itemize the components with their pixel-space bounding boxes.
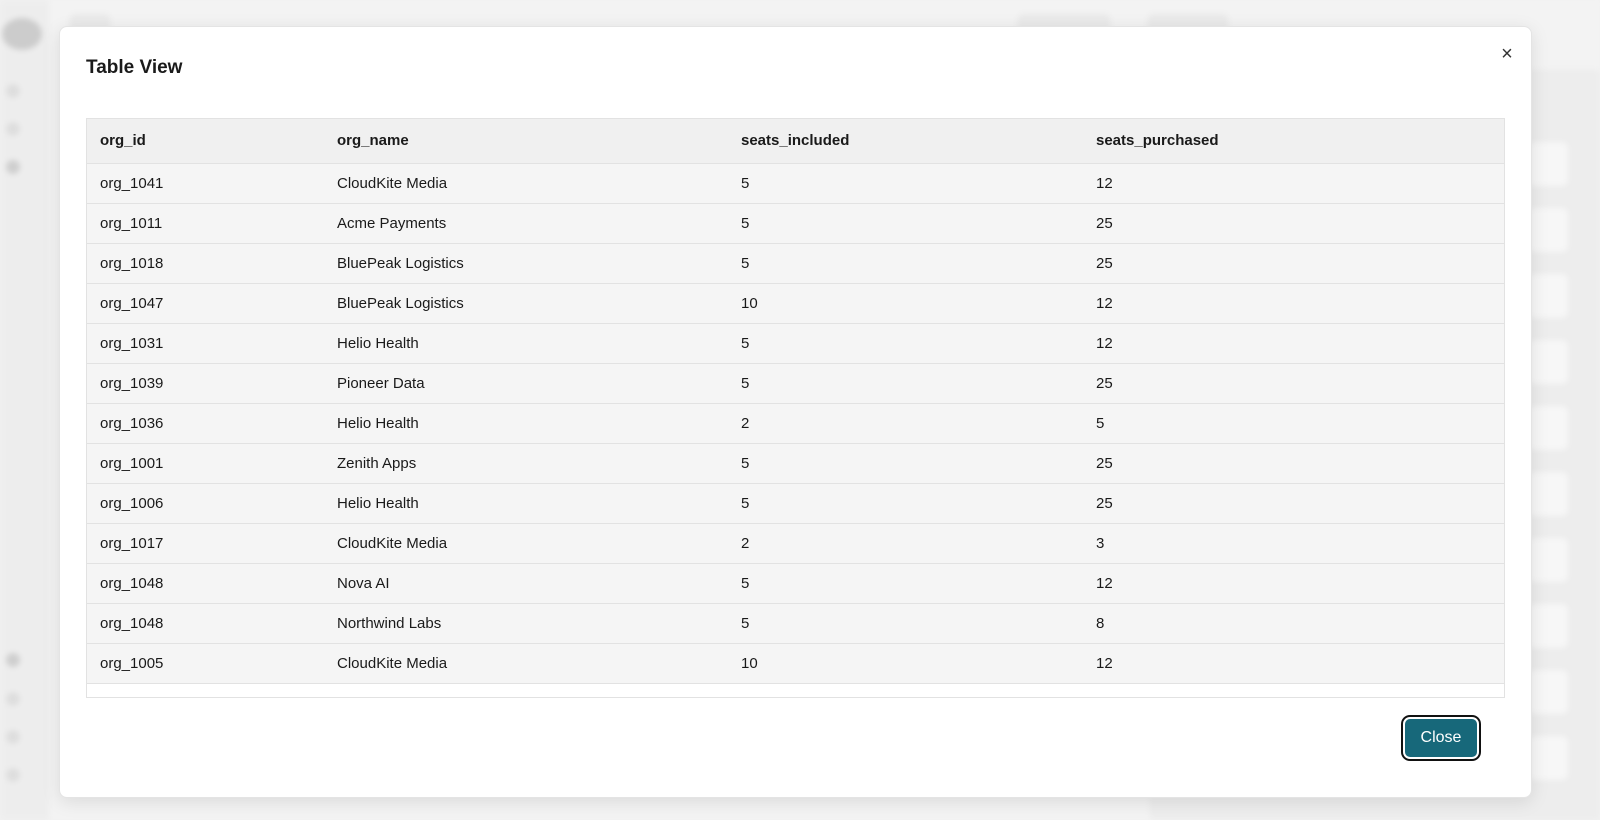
cell-seats-purchased: 25 bbox=[1083, 483, 1504, 523]
cell-org-name: BluePeak Logistics bbox=[324, 243, 728, 283]
cell-seats-purchased: 12 bbox=[1083, 563, 1504, 603]
cell-seats-purchased: 12 bbox=[1083, 643, 1504, 683]
table-row bbox=[87, 483, 1504, 523]
cell-seats-included: 5 bbox=[728, 163, 1083, 203]
column-header-seats-included: seats_included bbox=[728, 119, 1083, 163]
cell-seats-included: 2 bbox=[728, 523, 1083, 563]
close-button[interactable]: Close bbox=[1403, 717, 1479, 759]
cell-org-name: Northwind Labs bbox=[324, 603, 728, 643]
cell-org-name: Acme Payments bbox=[324, 203, 728, 243]
cell-seats-purchased: 5 bbox=[1083, 403, 1504, 443]
data-table-container[interactable] bbox=[86, 118, 1505, 698]
cell-seats-included: 10 bbox=[728, 643, 1083, 683]
cell-org-name: CloudKite Media bbox=[324, 523, 728, 563]
cell-org-id: org_1005 bbox=[87, 643, 324, 683]
data-table bbox=[87, 119, 1504, 684]
cell-org-id: org_1041 bbox=[87, 163, 324, 203]
table-row bbox=[87, 563, 1504, 603]
cell-seats-purchased: 25 bbox=[1083, 363, 1504, 403]
column-header-seats-purchased: seats_purchased bbox=[1083, 119, 1504, 163]
cell-org-id: org_1048 bbox=[87, 563, 324, 603]
column-header-org-name: org_name bbox=[324, 119, 728, 163]
table-row bbox=[87, 403, 1504, 443]
table-row bbox=[87, 523, 1504, 563]
table-row bbox=[87, 203, 1504, 243]
cell-seats-purchased: 8 bbox=[1083, 603, 1504, 643]
cell-seats-included: 10 bbox=[728, 283, 1083, 323]
cell-org-name: Nova AI bbox=[324, 563, 728, 603]
cell-org-name: Pioneer Data bbox=[324, 363, 728, 403]
cell-org-name: Helio Health bbox=[324, 323, 728, 363]
cell-org-id: org_1039 bbox=[87, 363, 324, 403]
cell-seats-purchased: 12 bbox=[1083, 283, 1504, 323]
table-body bbox=[87, 163, 1504, 683]
cell-org-id: org_1001 bbox=[87, 443, 324, 483]
cell-seats-included: 5 bbox=[728, 243, 1083, 283]
cell-org-id: org_1018 bbox=[87, 243, 324, 283]
cell-org-id: org_1031 bbox=[87, 323, 324, 363]
table-header-row bbox=[87, 119, 1504, 163]
table-row bbox=[87, 363, 1504, 403]
cell-seats-purchased: 25 bbox=[1083, 203, 1504, 243]
cell-org-name: Zenith Apps bbox=[324, 443, 728, 483]
cell-org-name: CloudKite Media bbox=[324, 643, 728, 683]
cell-seats-included: 5 bbox=[728, 443, 1083, 483]
table-row bbox=[87, 443, 1504, 483]
table-row bbox=[87, 643, 1504, 683]
table-row bbox=[87, 283, 1504, 323]
table-row bbox=[87, 323, 1504, 363]
cell-org-id: org_1048 bbox=[87, 603, 324, 643]
cell-seats-purchased: 3 bbox=[1083, 523, 1504, 563]
cell-seats-purchased: 25 bbox=[1083, 443, 1504, 483]
cell-seats-included: 5 bbox=[728, 563, 1083, 603]
close-icon[interactable]: × bbox=[1501, 43, 1513, 65]
cell-org-name: Helio Health bbox=[324, 403, 728, 443]
cell-org-id: org_1011 bbox=[87, 203, 324, 243]
cell-seats-purchased: 12 bbox=[1083, 323, 1504, 363]
modal-title: Table View bbox=[86, 57, 183, 78]
cell-org-id: org_1047 bbox=[87, 283, 324, 323]
cell-org-id: org_1036 bbox=[87, 403, 324, 443]
cell-org-id: org_1006 bbox=[87, 483, 324, 523]
cell-seats-included: 2 bbox=[728, 403, 1083, 443]
cell-seats-included: 5 bbox=[728, 203, 1083, 243]
cell-seats-purchased: 25 bbox=[1083, 243, 1504, 283]
cell-seats-included: 5 bbox=[728, 323, 1083, 363]
cell-seats-purchased: 12 bbox=[1083, 163, 1504, 203]
table-row bbox=[87, 163, 1504, 203]
cell-org-name: CloudKite Media bbox=[324, 163, 728, 203]
cell-seats-included: 5 bbox=[728, 363, 1083, 403]
table-row bbox=[87, 603, 1504, 643]
cell-org-name: BluePeak Logistics bbox=[324, 283, 728, 323]
cell-org-name: Helio Health bbox=[324, 483, 728, 523]
table-view-modal bbox=[59, 26, 1532, 798]
cell-seats-included: 5 bbox=[728, 603, 1083, 643]
cell-seats-included: 5 bbox=[728, 483, 1083, 523]
cell-org-id: org_1017 bbox=[87, 523, 324, 563]
column-header-org-id: org_id bbox=[87, 119, 324, 163]
table-row bbox=[87, 243, 1504, 283]
